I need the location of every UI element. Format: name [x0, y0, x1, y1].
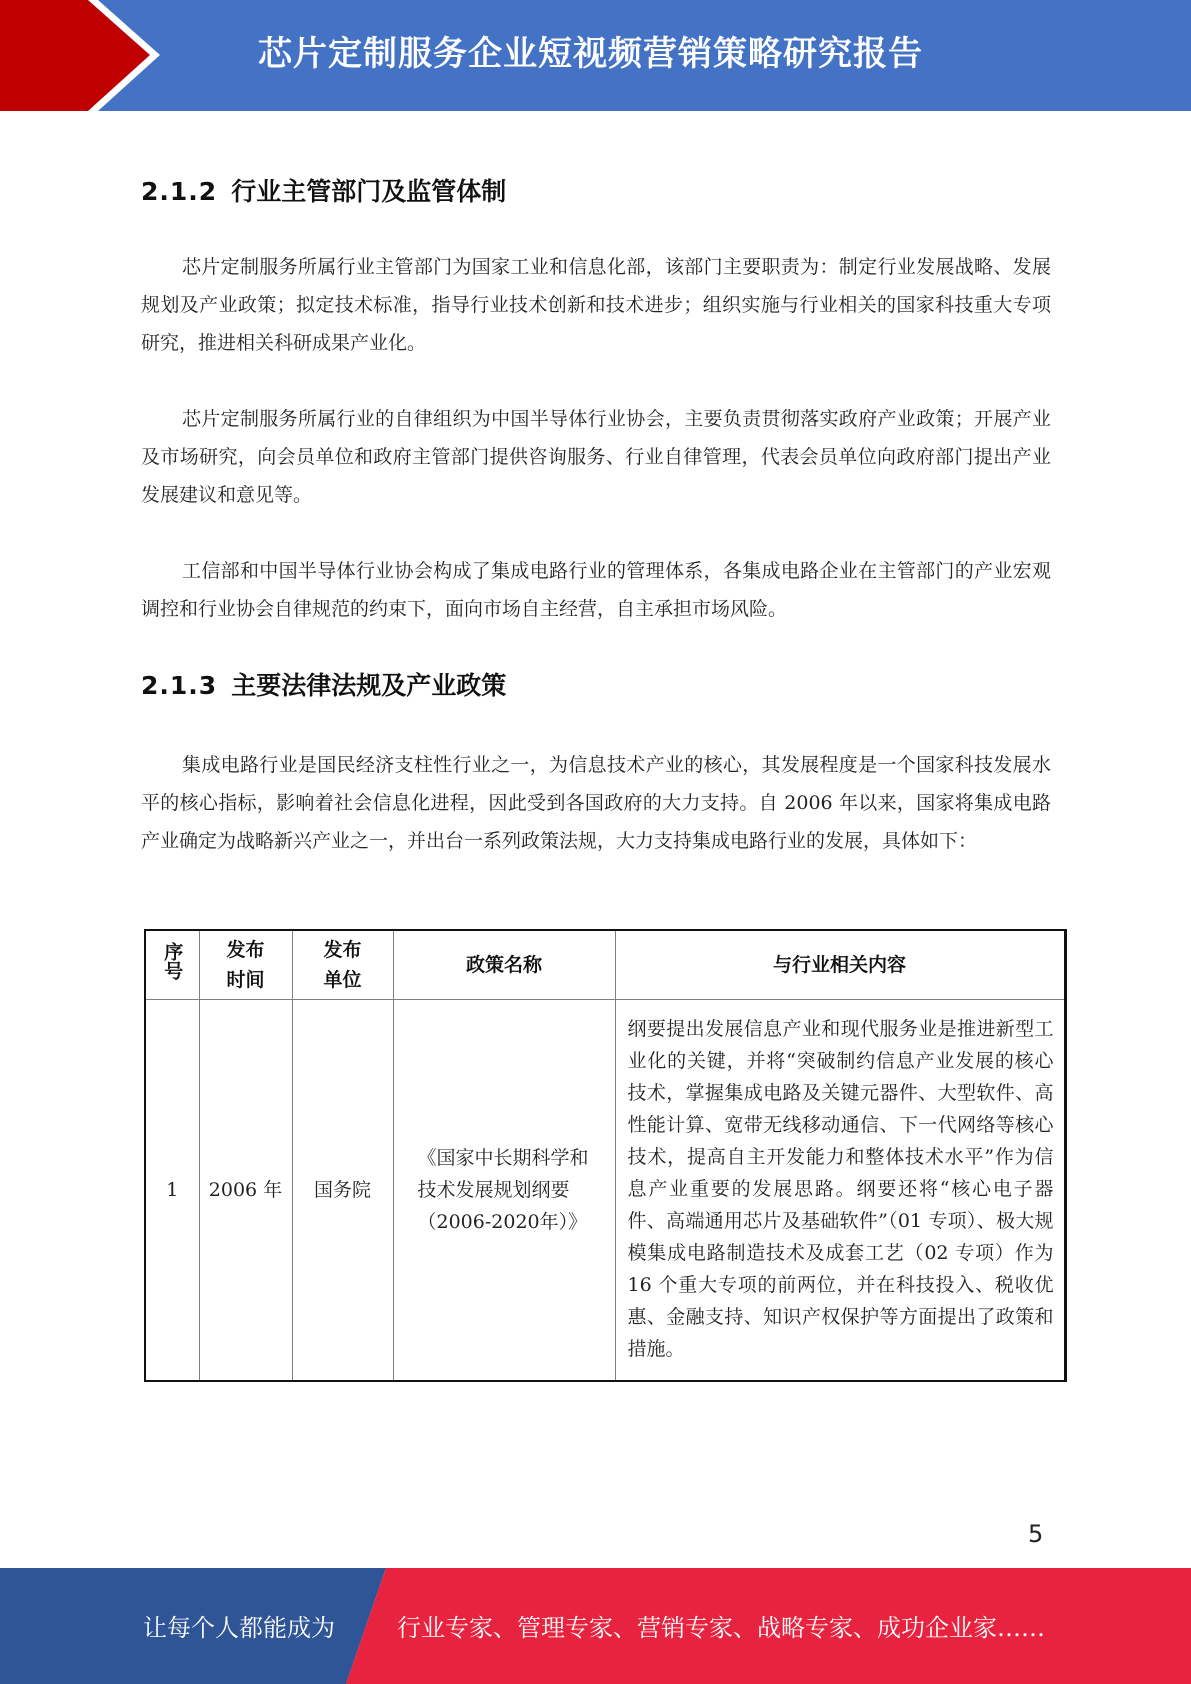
paragraph: 集成电路行业是国民经济支柱性行业之一，为信息技术产业的核心，其发展程度是一个国家科技发展水平的核心指标，影响着社会信息化进程，因此受到各国政府的大力支持。自 2006 年以来，国家将集成电路产业确定为战略新兴产业之一，并出台一系列政策法规，大力支持集成电路行业的发展，具体如下： — [141, 754, 1051, 852]
column-header-policy-name: 政策名称 — [393, 930, 615, 1000]
section-heading-2-1-2 — [141, 172, 506, 208]
section-title: 主要法律法规及产业政策 — [231, 671, 507, 700]
page-footer — [0, 1568, 1191, 1684]
column-header-issuer: 发布 单位 — [292, 930, 393, 1000]
table-row — [145, 1000, 1065, 1382]
paragraph: 工信部和中国半导体行业协会构成了集成电路行业的管理体系，各集成电路企业在主管部门的产业宏观调控和行业协会自律规范的约束下，面向市场自主经营，自主承担市场风险。 — [141, 560, 1051, 620]
paragraph: 芯片定制服务所属行业的自律组织为中国半导体行业协会，主要负责贯彻落实政府产业政策；开展产业及市场研究，向会员单位和政府主管部门提供咨询服务、行业自律管理，代表会员单位向政府部门提出产业发展建议和意见等。 — [141, 408, 1051, 506]
section-title: 行业主管部门及监管体制 — [231, 177, 507, 206]
section-number: 2.1.3 — [141, 671, 218, 700]
table-header-row — [145, 930, 1065, 1000]
report-title: 芯片定制服务企业短视频营销策略研究报告 — [258, 34, 923, 74]
page-header — [0, 0, 1191, 111]
column-header-date: 发布 时间 — [199, 930, 292, 1000]
cell-policy-name: 《国家中长期科学和技术发展规划纲要（2006-2020年）》 — [393, 1000, 615, 1382]
section-heading-2-1-3 — [141, 666, 506, 702]
column-header-index: 序号 — [145, 930, 199, 1000]
cell-index: 1 — [145, 1000, 199, 1382]
footer-slogan-right: 行业专家、管理专家、营销专家、战略专家、成功企业家…… — [397, 1614, 1045, 1642]
policy-table — [144, 929, 1067, 1382]
column-header-content: 与行业相关内容 — [615, 930, 1065, 1000]
paragraph: 芯片定制服务所属行业主管部门为国家工业和信息化部，该部门主要职责为：制定行业发展战略、发展规划及产业政策；拟定技术标准，指导行业技术创新和技术进步；组织实施与行业相关的国家科技重大专项研究，推进相关科研成果产业化。 — [141, 256, 1051, 354]
cell-issuer: 国务院 — [292, 1000, 393, 1382]
cell-date: 2006 年 — [199, 1000, 292, 1382]
footer-slogan-left: 让每个人都能成为 — [143, 1614, 335, 1642]
cell-content: 纲要提出发展信息产业和现代服务业是推进新型工业化的关键，并将“突破制约信息产业发展的核心技术，掌握集成电路及关键元器件、大型软件、高性能计算、宽带无线移动通信、下一代网络等核心技术，提高自主开发能力和整体技术水平”作为信息产业重要的发展思路。纲要还将“核心电子器件、高端通用芯片及基础软件”（01 专项）、极大规模集成电路制造技术及成套工艺（02 专项）作为 16 个重大专项的前两位，并在科技投入、税收优惠、金融支持、知识产权保护等方面提出了政策和措施。 — [615, 1000, 1065, 1382]
page-number: 5 — [1028, 1520, 1044, 1548]
section-number: 2.1.2 — [141, 177, 218, 206]
